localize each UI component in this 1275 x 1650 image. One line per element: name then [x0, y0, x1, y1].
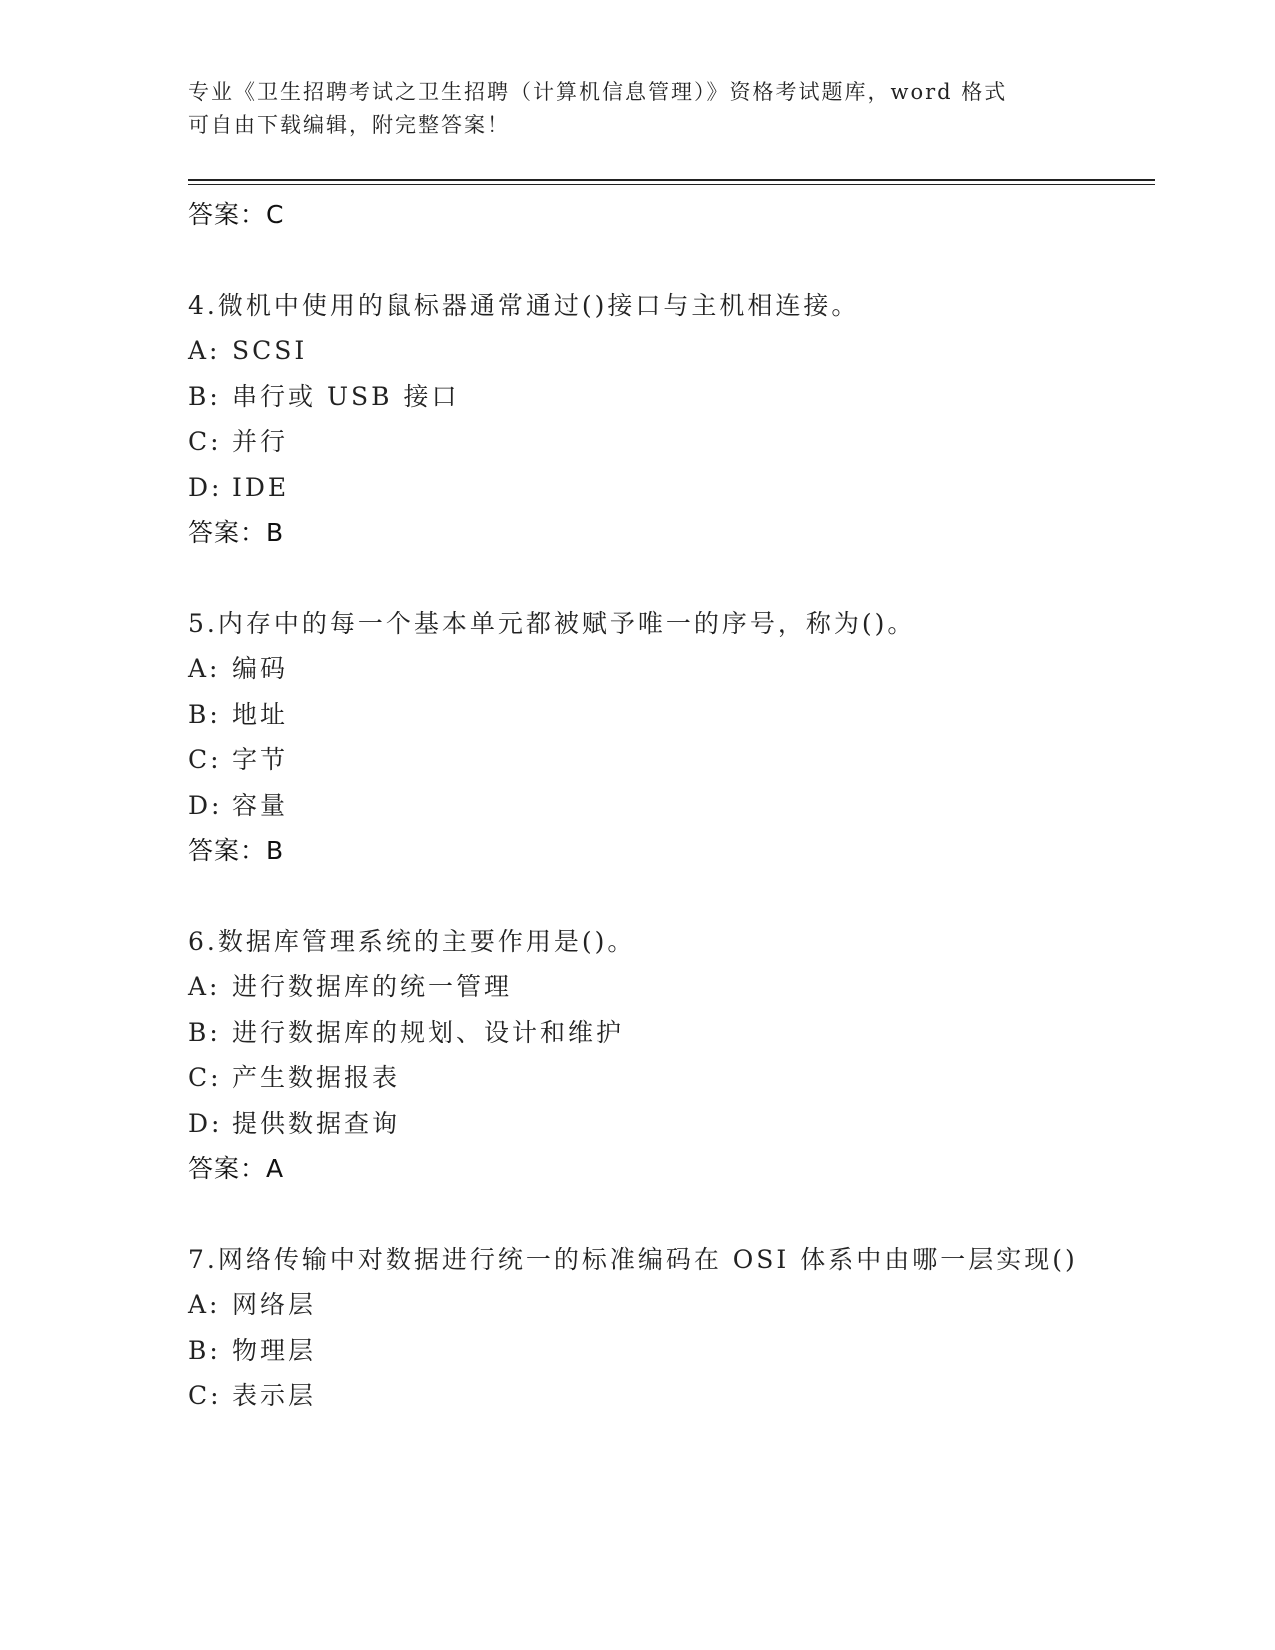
- option-text: IDE: [232, 472, 290, 502]
- option-text: 进行数据库的统一管理: [232, 972, 513, 1001]
- option-d: [188, 465, 1088, 511]
- header-line-1: 专业《卫生招聘考试之卫生招聘（计算机信息管理）》资格考试题库，word 格式: [188, 80, 1008, 104]
- option-text: SCSI: [232, 336, 308, 365]
- header-line-2: 可自由下载编辑，附完整答案！: [188, 113, 510, 137]
- answer-value: C: [266, 200, 285, 229]
- answer-value: B: [266, 518, 285, 547]
- option-letter: D:: [188, 472, 223, 502]
- question-list: [188, 192, 1088, 1419]
- question-7: [188, 1237, 1088, 1419]
- option-b: [188, 692, 1088, 738]
- option-letter: A:: [188, 654, 221, 683]
- question-6: [188, 919, 1088, 1191]
- option-c: [188, 737, 1088, 783]
- option-a: [188, 328, 1088, 374]
- option-letter: B:: [188, 1335, 221, 1365]
- option-a: [188, 646, 1088, 692]
- option-text: 网络层: [232, 1290, 317, 1319]
- answer-label: 答案：: [188, 200, 267, 229]
- question-text: 6.数据库管理系统的主要作用是()。: [188, 927, 636, 956]
- option-text: 表示层: [232, 1381, 317, 1410]
- option-text: 并行: [232, 427, 289, 456]
- option-b: [188, 1010, 1088, 1056]
- option-b: [188, 374, 1088, 420]
- option-c: [188, 1055, 1088, 1101]
- option-letter: C:: [188, 1381, 222, 1410]
- option-letter: A:: [188, 1290, 221, 1319]
- header-divider-thin: [188, 184, 1155, 185]
- option-letter: B:: [188, 381, 221, 411]
- answer-label: 答案：: [188, 518, 267, 547]
- question-text: 5.内存中的每一个基本单元都被赋予唯一的序号，称为()。: [188, 609, 916, 638]
- option-letter: B:: [188, 699, 221, 729]
- option-letter: C:: [188, 427, 222, 456]
- option-letter: A:: [188, 972, 221, 1001]
- option-d: [188, 783, 1088, 829]
- option-text: 提供数据查询: [232, 1108, 401, 1138]
- question-4: [188, 283, 1088, 555]
- option-c: [188, 1373, 1088, 1419]
- answer-value: B: [266, 836, 285, 865]
- option-letter: D:: [188, 1108, 223, 1138]
- option-text: 进行数据库的规划、设计和维护: [232, 1017, 625, 1047]
- question-5: [188, 601, 1088, 873]
- answer-line-prev: [188, 192, 1088, 237]
- answer-label: 答案：: [188, 1154, 267, 1183]
- answer-line: [188, 510, 1088, 555]
- option-b: [188, 1328, 1088, 1374]
- option-c: [188, 419, 1088, 465]
- option-letter: C:: [188, 745, 222, 774]
- answer-value: A: [266, 1154, 285, 1183]
- option-letter: A:: [188, 336, 221, 365]
- option-text: 编码: [232, 654, 289, 683]
- option-text: 物理层: [232, 1335, 317, 1365]
- option-text: 串行或 USB 接口: [232, 381, 460, 411]
- option-d: [188, 1101, 1088, 1147]
- option-letter: D:: [188, 790, 223, 820]
- header-divider-thick: [188, 179, 1155, 181]
- option-a: [188, 1282, 1088, 1328]
- answer-line: [188, 1146, 1088, 1191]
- option-text: 容量: [232, 790, 289, 820]
- option-letter: B:: [188, 1017, 221, 1047]
- option-text: 产生数据报表: [232, 1063, 401, 1092]
- question-text: 4.微机中使用的鼠标器通常通过()接口与主机相连接。: [188, 291, 860, 320]
- option-text: 字节: [232, 745, 289, 774]
- question-text: 7.网络传输中对数据进行统一的标准编码在 OSI 体系中由哪一层实现(): [188, 1245, 1078, 1274]
- option-a: [188, 964, 1088, 1010]
- option-text: 地址: [232, 699, 289, 729]
- option-letter: C:: [188, 1063, 222, 1092]
- answer-label: 答案：: [188, 836, 267, 865]
- answer-line: [188, 828, 1088, 873]
- page-header: [188, 76, 1068, 142]
